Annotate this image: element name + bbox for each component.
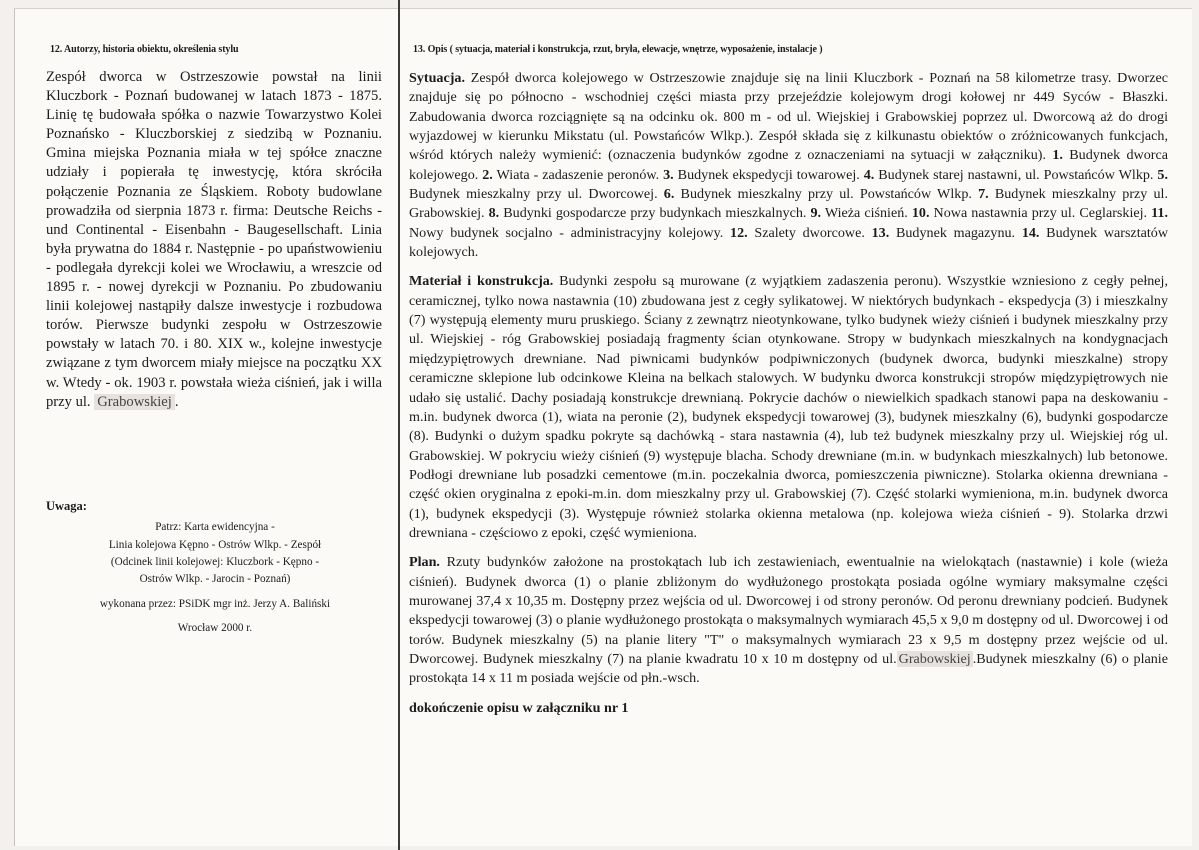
section-13-header: 13. Opis ( sytuacja, materiał i konstrukcja, rzut, bryła, elewacje, wnętrze, wyposażenie, instalacje ) [413, 44, 823, 55]
building-name: Budynek starej nastawni, ul. Powstańców Wlkp. [874, 166, 1158, 183]
building-name: Budynek mieszkalny przy ul. Powstańców Wlkp. [674, 186, 979, 203]
building-number: 4. [863, 166, 875, 183]
material-label: Materiał i konstrukcja. [409, 273, 554, 290]
note-line: Patrz: Karta ewidencyjna - [155, 521, 275, 533]
plan-label: Plan. [409, 554, 440, 571]
note-line: Linia kolejowa Kępno - Ostrów Wlkp. - Zespół [108, 539, 322, 551]
building-name: Nowy budynek socjalno - administracyjny kolejowy. [409, 224, 731, 241]
building-number: 9. [810, 205, 822, 222]
plan-text: Rzuty budynków założone na prostokątach lub ich zestawieniach, ewentualnie na wielokątach (nastawnie) i kole (wieża ciśnień). Budynek dworca (1) o planie zbliżonym do wydłużonego prostokąta posiada ogólne wymiary maksymalne części murowanej 37,4 x 10,35 m. Dostępny przez wejścia od ul. Dworcowej i od strony peronów. Od peronu drewniany podcień. Budynek ekspedycji towarowej (3) o planie wydłużonego prostokąta o maksymalnych wymiarach 45,5 x 9,0 m dostępny od ul. Dworcowej i od torów. Budynek mieszkalny (5) na planie litery "T" o maksymalnych wymiarach 23 x 9,5 m dostępny przez wejście od ul. Dworcowej. Budynek mieszkalny (7) na planie kwadratu 10 x 10 m dostępny od ul. [409, 554, 1168, 667]
building-name: Szalety dworcowe. [747, 224, 872, 241]
column-divider [398, 0, 400, 850]
note-line: Ostrów Wlkp. - Jarocin - Poznań) [139, 573, 291, 585]
building-name: Nowa nastawnia przy ul. Ceglarskiej. [929, 205, 1152, 222]
building-number: 13. [871, 224, 890, 241]
paragraph-sytuacja [409, 69, 1168, 262]
highlighted-street: Grabowskiej [898, 650, 971, 667]
building-number: 8. [488, 205, 500, 222]
building-name: Budynek mieszkalny przy ul. Dworcowej. [409, 186, 664, 203]
highlighted-street: Grabowskiej [94, 394, 175, 410]
description-column [409, 69, 1168, 728]
paragraph-material [409, 272, 1168, 543]
building-name: Budynek dworca kolejowego. [409, 147, 1168, 183]
building-name: Budynek mieszkalny przy ul. Grabowskiej. [409, 186, 1168, 222]
plan-text-end: .Budynek mieszkalny (6) o planie prostokąta 14 x 11 m posiada wejście od płn.-wsch. [409, 650, 1168, 687]
building-number: 11. [1151, 205, 1168, 222]
building-number: 2. [482, 166, 493, 183]
note-line: Wrocław 2000 r. [177, 622, 253, 634]
building-list [409, 147, 1168, 260]
history-text [46, 68, 382, 412]
building-number: 12. [730, 224, 748, 241]
note-line: (Odcinek linii kolejowej: Kluczbork - Kępno - [110, 556, 320, 568]
note-block [60, 517, 370, 638]
building-number: 14. [1021, 224, 1040, 241]
building-name: Budynki gospodarcze przy budynkach mieszkalnych. [499, 205, 811, 222]
building-number: 1. [1052, 147, 1063, 164]
building-number: 5. [1157, 166, 1168, 183]
material-text: Budynki zespołu są murowane (z wyjątkiem zadaszenia peronu). Wszystkie wzniesiono z cegły pełnej, ceramicznej, tylko nowa nastawnia (10) zbudowana jest z cegły sylikatowej. W niektórych budynkach - ekspedycja (3) i mieszkalny (7) występują elementy muru pruskiego. Ściany z zewnątrz nieotynkowane, tylko budynek wieży ciśnień i budynek mieszkalny przy ul. Wiejskiej - róg Grabowskiej posiadają fragmenty ścian otynkowane. Stropy w budynkach mieszkalnych na kondygnacjach międzypiętrowych drewniane. Nad piwnicami budynków podpiwniczonych (budynek dworca, budynki mieszkalne) stropy ceramiczne sklepione lub odcinkowe Kleina na belkach stalowych. W budynku dworca konstrukcji stropów międzypiętrowych nie udało się ustalić. Dachy posiadają konstrukcje drewnianą. Pokrycie dachów o niewielkich spadkach stanowi papa na deskowaniu - m.in. budynek dworca (1), wiata na peronie (2), budynek ekspedycji towarowej (3), budynek mieszkalny (6), budynki gospodarcze (8). Budynki o dużym spadku pokryte są dachówką - stara nastawnia (4), lub też budynek mieszkalny przy ul. Wiejskiej róg ul. Grabowskiej. W pokryciu wieży ciśnień (9) występuje blacha. Schody drewniane (m.in. w budynkach mieszkalnych) lub betonowe. Podłogi drewniane lub posadzki cementowe (m.in. poczekalnia dworca, pomieszczenia piwniczne). Stolarka okienna drewniana - część okien oryginalna z epoki-m.in. dom mieszkalny przy ul. Grabowskiej (7). Część stolarki wymieniona, m.in. budynek dworca (1), budynek ekspedycji (3). Występuje również stolarka okienna metalowa (np. kolejowa wieża ciśnień - 9). Stolarka drzwi drewniana - częściowo z epoki, część wymieniona. [409, 273, 1168, 541]
building-name: Wiata - zadaszenie peronów. [492, 166, 664, 183]
history-text-main: Zespół dworca w Ostrzeszowie powstał na linii Kluczbork - Poznań budowanej w latach 1873 - 1875. Linię tę budowała spółka o nazwie Towarzystwo Kolei Poznańsko - Kluczborskiej z siedzibą w Poznaniu. Gmina miejska Poznania miała w tej spółce znaczne udziały i popierała tę inwestycję, która skróciła połączenie Poznania ze Śląskiem. Roboty budowlane prowadziła od sierpnia 1873 r. firma: Deutsche Reichs - und Continental - Eisenbahn - Baugesellschaft. Linia była prywatna do 1884 r. Następnie - po upaństwowieniu - podlegała dyrekcji kolei we Wrocławiu, a wreszcie od 1895 r. - nowej dyrekcji w Poznaniu. Po zbudowaniu linii kolejowej nastąpiły dalsze inwestycje i rozbudowa torów. Pierwsze budynki zespołu w Ostrzeszowie powstały w latach 70. i 80. XIX w., kolejne inwestycje związane z tym dworcem miały miejsce na początku XX w. Wtedy - ok. 1903 r. powstała wieża ciśnień, jak i willa przy ul. [46, 69, 382, 410]
note-label: Uwaga: [46, 499, 87, 513]
note-line: wykonana przez: PSiDK mgr inż. Jerzy A. Baliński [99, 598, 331, 610]
building-number: 6. [663, 186, 675, 203]
building-name: Budynek magazynu. [889, 224, 1022, 241]
sytuacja-text: Zespół dworca kolejowego w Ostrzeszowie znajduje się na linii Kluczbork - Poznań na 58 kilometrze trasy. Dworzec znajduje się po północno - wschodniej części miasta przy przejeździe kolejowym drogi kołowej nr 449 Syców - Błaszki. Zabudowania dworca rozciągnięte są na odcinku ok. 800 m - od ul. Wiejskiej i Grabowskiej poprzez ul. Dworcową aż do drogi wyjazdowej w kierunku Mikstatu (ul. Powstańców Wlkp.). Zespół składa się z kilkunastu obiektów o zróżnicowanych funkcjach, wśród których należy wymienić: (oznaczenia budynków zgodne z oznaczeniami na sytuacji w załączniku). [409, 70, 1168, 164]
building-number: 7. [978, 186, 989, 203]
section-12-header: 12. Autorzy, historia obiektu, określenia stylu [50, 44, 239, 55]
building-name: Wieża ciśnień. [821, 205, 912, 222]
building-number: 3. [663, 166, 674, 183]
building-number: 10. [911, 205, 930, 222]
building-name: Budynek ekspedycji towarowej. [673, 166, 864, 183]
continuation-note: dokończenie opisu w załączniku nr 1 [409, 699, 629, 716]
history-text-end: . [174, 393, 179, 410]
paragraph-plan [409, 553, 1168, 688]
sytuacja-label: Sytuacja. [409, 70, 465, 86]
building-name: Budynek warsztatów kolejowych. [409, 224, 1169, 261]
